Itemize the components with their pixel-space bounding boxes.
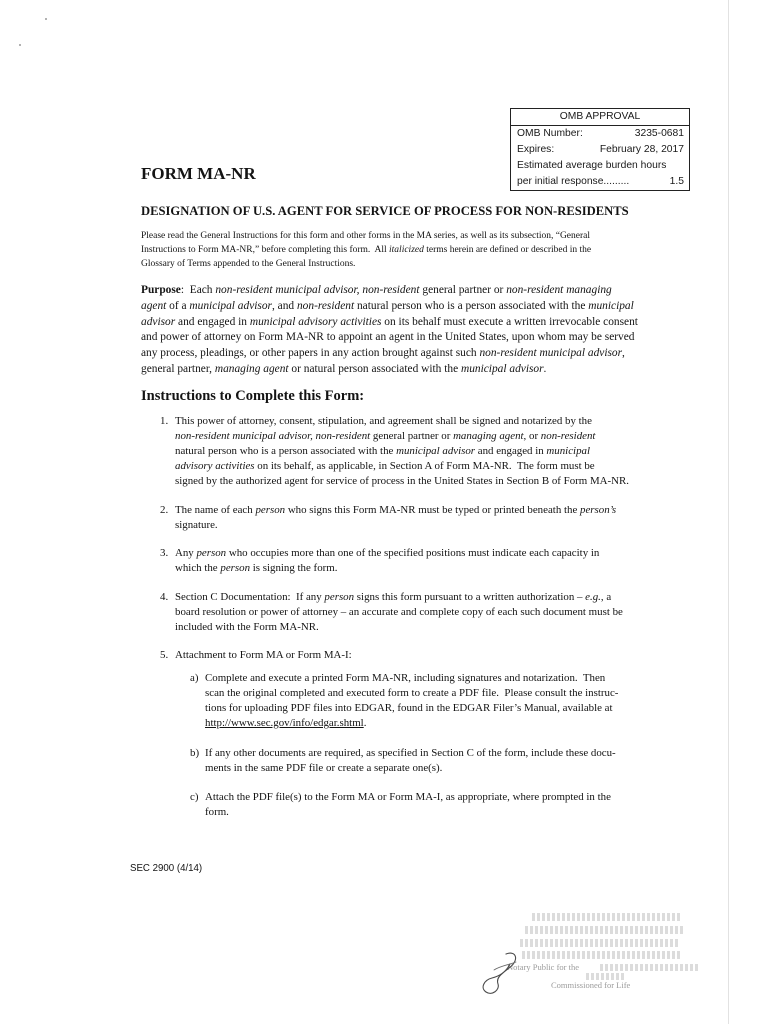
item-line (175, 518, 629, 533)
item-text (175, 503, 629, 533)
text-run: Section C Documentation: If any (175, 590, 325, 603)
intro-line (141, 229, 591, 243)
defined-term: non-resident municipal advisor, non-resident (175, 430, 371, 442)
omb-expires-row (511, 142, 689, 158)
text-run: The name of each (175, 503, 256, 516)
text-run: , (622, 347, 625, 360)
item-line (175, 459, 629, 474)
omb-response-value: 1.5 (669, 176, 684, 187)
text-run: signature. (175, 518, 218, 531)
omb-approval-header: OMB APPROVAL (511, 109, 689, 126)
defined-term: non-resident (296, 299, 355, 312)
text-run: and engaged in (475, 445, 547, 457)
stamp-commission-line: Commissioned for Life (551, 980, 631, 990)
sub-instruction-item (190, 746, 629, 776)
sub-instruction-item (190, 790, 629, 820)
omb-response-row (511, 174, 689, 190)
defined-term: person (255, 503, 286, 516)
defined-term: e.g. (585, 590, 601, 603)
notary-signature (476, 948, 524, 998)
text-run: Instructions to Form MA-NR,” before completing this form. All (141, 245, 390, 255)
item-line (175, 429, 629, 444)
stamp-illegible-text (522, 951, 682, 959)
defined-term: municipal (588, 299, 634, 312)
intro-line (141, 243, 591, 257)
stamp-illegible-text (586, 973, 626, 980)
text-run: of a (166, 299, 190, 312)
instruction-item (160, 503, 629, 533)
defined-term: non-resident (540, 430, 596, 442)
instruction-item (160, 590, 629, 635)
defined-term: managing agent (453, 430, 524, 442)
purpose-line (141, 315, 638, 331)
stamp-notary-line: Notary Public for the (507, 962, 579, 972)
text-run: , or (523, 430, 541, 442)
scan-speck (19, 44, 21, 46)
defined-term: person (220, 562, 251, 574)
text-run: general partner or (370, 430, 454, 442)
sub-item-line (205, 671, 629, 686)
text-run: signed by the authorized agent for service of process in the United States in Section B of Form MA-NR. (175, 475, 629, 487)
sub-item-text (205, 790, 629, 820)
text-run: Attach the PDF file(s) to the Form MA or Form MA-I, as appropriate, where prompted in the (205, 791, 611, 803)
text-run: who occupies more than one of the specified positions must indicate each capacity in (226, 547, 600, 559)
text-run: . (363, 717, 367, 729)
text-run: any process, pleadings, or other papers in any action brought against such (141, 347, 480, 360)
document-heading: DESIGNATION OF U.S. AGENT FOR SERVICE OF PROCESS FOR NON-RESIDENTS (141, 204, 629, 218)
form-code: SEC 2900 (4/14) (130, 863, 203, 874)
omb-approval-box (510, 108, 690, 191)
text-run: terms herein are defined or described in the (423, 245, 592, 255)
text-run: This power of attorney, consent, stipulation, and agreement shall be signed and notarized by the (175, 415, 592, 427)
item-number: 3. (160, 547, 169, 559)
defined-term: municipal advisor (460, 362, 544, 375)
text-run: . (543, 362, 547, 375)
scan-edge-line (728, 0, 729, 1024)
defined-term: municipal advisor (189, 299, 272, 312)
defined-term: person (324, 590, 355, 603)
item-line (175, 620, 629, 635)
purpose-line (141, 299, 638, 315)
text-run: natural person who is a person associated with the (354, 299, 589, 312)
item-line (175, 590, 629, 605)
text-run: , a (600, 590, 612, 603)
sub-item-letter: a) (190, 672, 199, 684)
omb-expires-value: February 28, 2017 (599, 144, 684, 155)
sub-item-text (205, 746, 629, 776)
instruction-item (160, 414, 629, 489)
text-run: Glossary of Terms appended to the General Instructions. (141, 259, 356, 269)
omb-response-label: per initial response......... (517, 176, 630, 187)
item-number: 5. (160, 649, 169, 661)
intro-paragraph (141, 229, 591, 271)
defined-term: person’s (580, 503, 617, 516)
defined-term: advisor (141, 315, 176, 328)
text-run: is signing the form. (250, 562, 338, 574)
item-text (175, 648, 629, 820)
sub-item-line (205, 701, 629, 716)
text-run: and engaged in (175, 315, 250, 328)
instruction-item (160, 648, 629, 820)
text-run: scan the original completed and executed form to create a PDF file. Please consult the instruc- (205, 687, 619, 699)
sub-instruction-item (190, 671, 629, 731)
text-run: on its behalf, as applicable, in Section A of Form MA-NR. The form must be (254, 460, 595, 472)
purpose-line (141, 346, 638, 362)
item-number: 2. (160, 503, 169, 516)
purpose-line (141, 283, 638, 299)
text-run: signs this form pursuant to a written authorization – (354, 590, 586, 603)
sub-item-line (205, 686, 629, 701)
sub-item-line (205, 761, 629, 776)
defined-term: advisory activities (175, 460, 255, 472)
stamp-illegible-text (600, 964, 698, 971)
item-number: 1. (160, 415, 169, 427)
item-line (175, 605, 629, 620)
item-line (175, 444, 629, 459)
item-line (175, 414, 629, 429)
text-run: Complete and execute a printed Form MA-NR, including signatures and notarization. Then (205, 672, 606, 684)
sub-item-text (205, 671, 629, 731)
omb-number-row (511, 126, 689, 142)
sub-item-line (205, 746, 629, 761)
bold-label: Purpose (141, 284, 181, 296)
text-run: general partner, (141, 362, 215, 375)
text-run: included with the Form MA-NR. (175, 620, 319, 633)
purpose-paragraph (141, 283, 638, 378)
purpose-line (141, 362, 638, 378)
item-number: 4. (160, 590, 169, 603)
instruction-list (160, 414, 629, 835)
text-run: Please read the General Instructions for this form and other forms in the MA series, as well as its subsection, “General (141, 231, 591, 241)
instructions-heading: Instructions to Complete this Form: (141, 388, 365, 404)
text-run: board resolution or power of attorney – an accurate and complete copy of each such document must be (175, 605, 623, 618)
defined-term: municipal advisor (396, 445, 476, 457)
text-run: : Each (180, 284, 216, 296)
instruction-item (160, 546, 629, 576)
stamp-illegible-text (525, 926, 685, 934)
form-title: FORM MA-NR (141, 164, 256, 183)
sub-item-line (205, 805, 629, 820)
sub-item-line (205, 790, 629, 805)
text-run: and power of attorney on Form MA-NR to appoint an agent in the United States, upon whom may be served (141, 331, 635, 344)
item-line (175, 561, 629, 576)
defined-term: municipal (546, 445, 590, 457)
text-run: on its behalf must execute a written irrevocable consent (381, 315, 638, 328)
defined-term: managing agent (214, 362, 289, 375)
text-run: , and (271, 299, 297, 312)
defined-term: non-resident municipal advisor, non-resident (215, 284, 420, 296)
text-run: ments in the same PDF file or create a separate one(s). (205, 761, 443, 774)
omb-burden-row (511, 158, 689, 174)
item-line (175, 474, 629, 489)
item-text (175, 546, 629, 576)
item-text (175, 414, 629, 489)
text-run: natural person who is a person associated with the (175, 445, 397, 457)
intro-line (141, 257, 591, 271)
item-line (175, 503, 629, 518)
defined-term: non-resident managing (506, 284, 612, 296)
text-run: Any (175, 547, 197, 559)
omb-burden-label: Estimated average burden hours (517, 160, 667, 171)
omb-number-value: 3235-0681 (634, 128, 684, 139)
sub-item-letter: b) (190, 746, 200, 759)
text-run: which the (175, 562, 221, 574)
text-run: Attachment to Form MA or Form MA-I: (175, 649, 352, 661)
sub-item-letter: c) (190, 791, 199, 803)
defined-term: agent (141, 299, 167, 312)
item-line (175, 648, 629, 663)
item-line (175, 546, 629, 561)
text-run: form. (205, 806, 229, 818)
text-run: If any other documents are required, as specified in Section C of the form, include these docu- (205, 746, 616, 759)
defined-term: non-resident municipal advisor (479, 347, 623, 360)
defined-term: municipal advisory activities (249, 315, 382, 328)
omb-expires-label: Expires: (517, 144, 555, 155)
defined-term: person (196, 547, 227, 559)
sub-instruction-list (190, 671, 629, 820)
scan-speck (45, 18, 47, 20)
stamp-illegible-text (532, 913, 682, 921)
text-run: who signs this Form MA-NR must be typed or printed beneath the (285, 503, 581, 516)
text-run: general partner or (419, 284, 507, 296)
sub-item-line (205, 716, 629, 731)
omb-number-label: OMB Number: (517, 128, 583, 139)
stamp-illegible-text (520, 939, 678, 947)
edgar-manual-link[interactable]: http://www.sec.gov/info/edgar.shtml (205, 717, 364, 729)
text-run: tions for uploading PDF files into EDGAR, found in the EDGAR Filer’s Manual, available at (205, 702, 613, 714)
purpose-line (141, 330, 638, 346)
text-run: or natural person associated with the (288, 362, 461, 375)
defined-term: italicized (389, 245, 424, 255)
item-text (175, 590, 629, 635)
